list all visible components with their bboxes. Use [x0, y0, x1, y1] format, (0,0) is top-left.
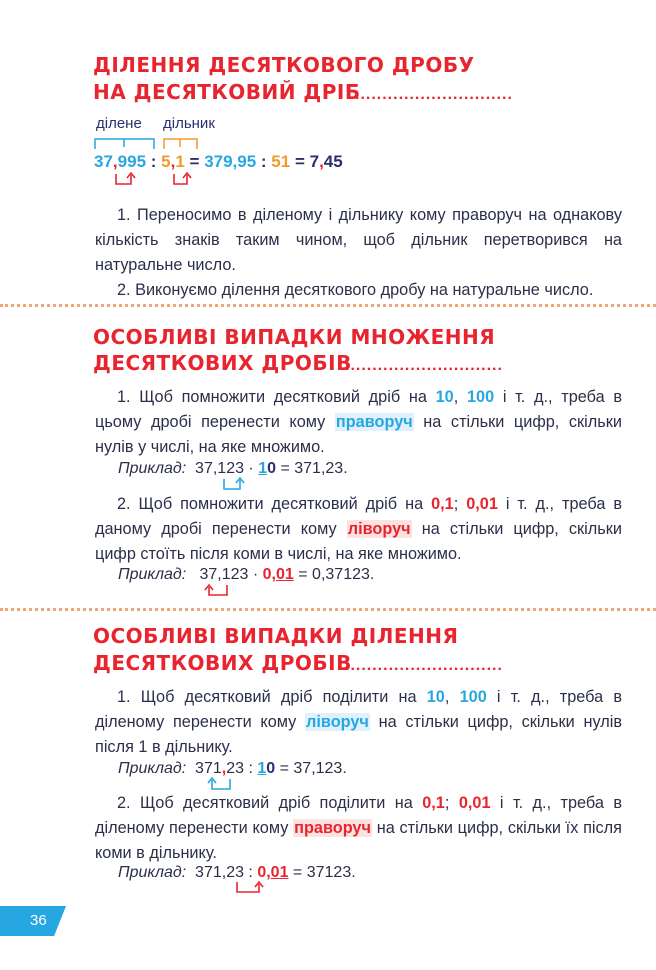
s3r2-direction: праворуч [294, 819, 371, 837]
section1-step1: 1. Переносимо в діленому і дільнику кому праворуч на однакову кількість знаків таким чином, щоб дільник перетворився на натуральне число. [95, 206, 622, 274]
formula-eq2: = [290, 152, 310, 171]
s3ex2-op: : [243, 864, 258, 881]
s2r2-sep: ; [453, 495, 467, 513]
section3-title-line1: ОСОБЛИВІ ВИПАДКИ ДІЛЕННЯ [93, 624, 459, 648]
s2ex1-a: 37,123 [195, 460, 244, 477]
s3ex1-a2: , [221, 760, 227, 777]
s2r1-ten: 10 [435, 388, 454, 406]
s2r2-text-a: 2. Щоб помножити десятковий дріб на [117, 495, 432, 513]
s2ex1-comma-arrow [222, 477, 244, 491]
s3r1-text-c: на стільки цифр, скільки нулів після 1 в дільнику. [95, 713, 623, 756]
s3r2-text-a: 2. Щоб десятковий дріб поділити на [117, 794, 423, 812]
s2r1-text-c: на стільки цифр, скільки нулів у числі, на яке множимо. [95, 413, 622, 456]
dividend-comma: , [112, 152, 118, 171]
dividend-bracket [94, 136, 156, 150]
s2ex2-comma-arrow [203, 583, 231, 599]
section3-rule2 [95, 791, 622, 866]
s3r2-sep: ; [444, 794, 459, 812]
section1-title-line1: ДІЛЕННЯ ДЕСЯТКОВОГО ДРОБУ [93, 53, 475, 77]
s2r1-text-a: 1. Щоб помножити десятковий дріб на [117, 388, 436, 406]
new-divisor: 51 [271, 152, 291, 171]
s2ex2-op: · [248, 566, 263, 583]
s3ex2-label: Приклад: [118, 864, 187, 881]
s3ex1-label: Приклад: [118, 760, 187, 777]
s3ex2-eq: = 37123. [288, 864, 356, 881]
dividend-frac: 995 [117, 152, 147, 171]
s3r1-hundred: 100 [459, 688, 487, 706]
quotient-comma: , [319, 152, 324, 171]
divisor-bracket [163, 136, 199, 150]
s2r1-hundred: 100 [466, 388, 495, 406]
s2r1-sep: , [453, 388, 467, 406]
page-number: 36 [30, 912, 47, 929]
s3ex1-op: : [244, 760, 258, 777]
section2-rule2 [95, 492, 622, 567]
divisor-comma: , [170, 152, 176, 171]
s2ex2-b2: 0 [276, 566, 285, 583]
s3ex1-a3: 23 [226, 760, 244, 777]
s3r1-direction: ліворуч [306, 713, 369, 731]
divisor-frac: 1 [175, 152, 185, 171]
s3r2-hundredth: 0,01 [458, 794, 491, 812]
quotient-frac: 45 [323, 152, 343, 171]
s3ex1-b2: 0 [266, 760, 276, 777]
main-formula [94, 152, 343, 172]
section2-rule1 [95, 385, 622, 460]
s3ex2-b2: 0 [270, 864, 280, 881]
s2r2-direction: ліворуч [347, 520, 411, 538]
s2r2-hundredth: 0,01 [466, 495, 498, 513]
s2ex1-label: Приклад: [118, 460, 187, 477]
comma-shift-arrow-dividend [114, 172, 136, 186]
s3ex2-b1: 0, [257, 864, 271, 881]
section3-title-dots: ............................. [345, 657, 503, 674]
s3r2-text-b: і т. д., треба в діленому перенести кому [95, 794, 622, 837]
s3ex2-a: 371,23 [195, 864, 244, 881]
section1-step2: 2. Виконуємо ділення десяткового дробу на натуральне число. [117, 281, 594, 299]
section2-example1 [118, 460, 348, 478]
section-separator-2 [0, 608, 656, 611]
section3-title-line2: ДЕСЯТКОВИХ ДРОБІВ [93, 651, 352, 675]
section1-title-dots: ............................. [355, 86, 513, 103]
s2ex1-b1: 1 [258, 460, 268, 477]
s3ex1-eq: = 37,123. [275, 760, 347, 777]
formula-div-op2: : [256, 152, 272, 171]
s2ex1-b2: 0 [267, 460, 277, 477]
formula-div-op1: : [146, 152, 162, 171]
s2ex2-label: Приклад: [118, 566, 187, 583]
section1-title-line2: НА ДЕСЯТКОВИЙ ДРІБ [93, 80, 361, 104]
quotient-int: 7 [309, 152, 320, 171]
dividend-int: 37 [94, 152, 113, 171]
s3r1-text-b: і т. д., треба в діленому перенести кому [95, 688, 622, 731]
s2r1-direction: праворуч [335, 413, 413, 431]
s2ex2-a: 37,123 [199, 566, 249, 583]
divisor-int: 5 [161, 152, 171, 171]
s2ex2-b3: 1 [284, 566, 294, 583]
s2r2-tenth: 0,1 [431, 495, 454, 513]
section2-title-line2: ДЕСЯТКОВИХ ДРОБІВ [93, 351, 352, 375]
s3ex2-b3: 1 [279, 864, 289, 881]
section1-steps [95, 203, 622, 303]
s2ex2-b1: 0, [262, 566, 276, 583]
section3-rule1 [95, 685, 622, 760]
comma-shift-arrow-divisor [172, 172, 194, 186]
s3r1-ten: 10 [426, 688, 445, 706]
new-dividend: 379,95 [204, 152, 257, 171]
s2r2-text-b: і т. д., треба в даному дробі перенести кому [95, 495, 622, 538]
s3ex2-comma-arrow [235, 880, 265, 896]
section2-title-line1: ОСОБЛИВІ ВИПАДКИ МНОЖЕННЯ [93, 325, 496, 349]
s2ex2-eq: = 0,37123. [293, 566, 375, 583]
s3r2-tenth: 0,1 [422, 794, 445, 812]
s2r1-text-b: і т. д., треба в цьому дробі перенести кому [95, 388, 622, 431]
label-divisor: дільник [163, 115, 215, 132]
s3ex1-comma-arrow [206, 777, 234, 791]
section2-title-dots: ............................. [345, 357, 503, 374]
s3r1-sep: , [444, 688, 460, 706]
s3r2-text-c: на стільки цифр, скільки їх після коми в дільнику. [95, 819, 622, 862]
s3ex1-b1: 1 [257, 760, 267, 777]
s2ex1-eq: = 371,23. [276, 460, 348, 477]
label-dividend: ділене [96, 115, 142, 132]
section3-example1 [118, 760, 347, 778]
section-separator-1 [0, 304, 656, 307]
s3ex1-a1: 371 [195, 760, 222, 777]
s3r1-text-a: 1. Щоб десятковий дріб поділити на [117, 688, 427, 706]
formula-eq1: = [184, 152, 205, 171]
section2-example2 [118, 566, 374, 584]
s2r2-text-c: на стільки цифр, скільки цифр стоїть після коми в числі, на яке множимо. [95, 520, 622, 563]
s2ex1-op: · [243, 460, 259, 477]
